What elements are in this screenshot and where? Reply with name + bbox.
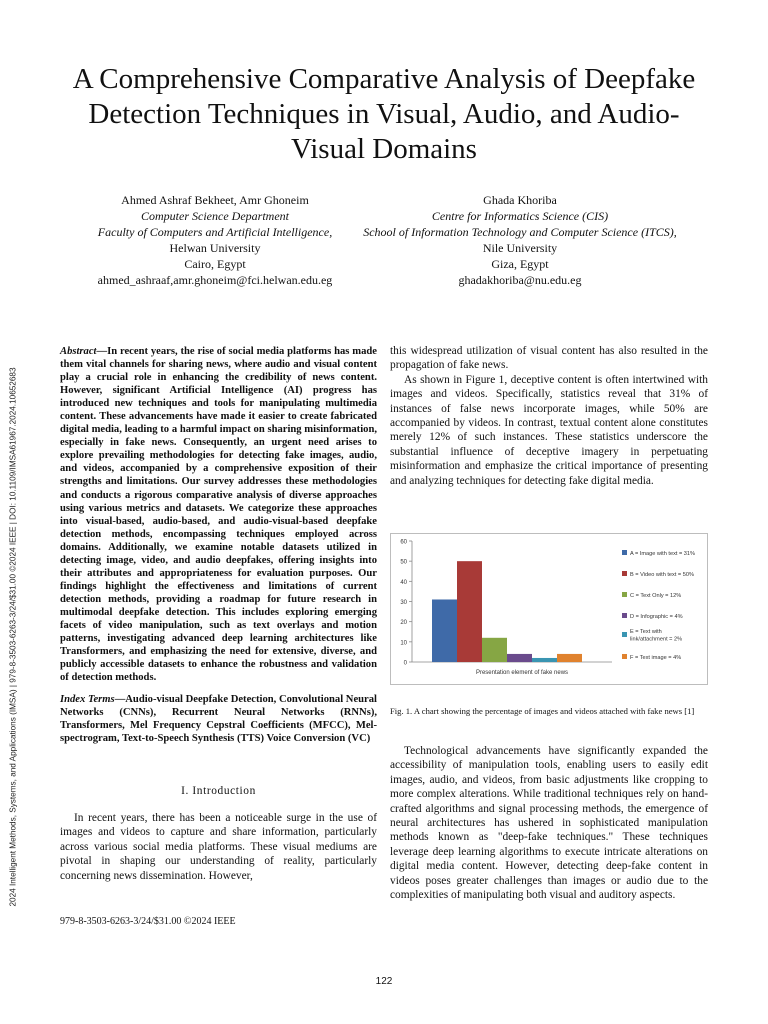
author-block-1 <box>50 192 380 288</box>
index-terms <box>60 693 377 745</box>
side-doi-text: 2024 Intelligent Methods, Systems, and Applications (IMSA) | 979-8-3503-6263-3/24/$31.00 ©2024 IEEE | DOI: 10.1109/IMSA61967.2024.10652683 <box>8 367 18 907</box>
bar <box>532 658 557 662</box>
author-email: ahmed_ashraaf,amr.ghoneim@fci.helwan.edu.eg <box>97 273 333 287</box>
section-heading-introduction: I. Introduction <box>181 785 256 797</box>
y-tick-label: 50 <box>400 559 407 566</box>
bar-chart <box>390 533 708 685</box>
author-department: Centre for Informatics Science (CIS) <box>431 209 609 223</box>
bar <box>432 599 457 662</box>
author-names: Ghada Khoriba <box>483 193 557 207</box>
index-terms-lead: Index Terms <box>60 694 115 705</box>
legend-swatch <box>622 613 627 618</box>
paper-title: A Comprehensive Comparative Analysis of Deepfake Detection Techniques in Visual, Audio, and Audio-Visual Domains <box>72 63 696 165</box>
legend-label: A = Image with text = 31% <box>630 551 695 557</box>
intro-paragraph: In recent years, there has been a noticeable surge in the use of images and videos to capture and share information, particularly across various social media platforms. These visual mediums are pivotal in shaping our understanding of reality, particularly concerning news dissemination. However, <box>60 812 377 882</box>
legend-swatch <box>622 571 627 576</box>
author-faculty: School of Information Technology and Computer Science (ITCS), <box>363 225 677 239</box>
legend-label: D = Infographic = 4% <box>630 614 683 620</box>
legend-label: B = Video with text = 50% <box>630 572 694 578</box>
legend-swatch <box>622 654 627 659</box>
paragraph: As shown in Figure 1, deceptive content is often intertwined with images and videos. Specifically, statistics reveal that 31% of instances of false news incorporate images, while 50% are accompanied by videos. In contrast, textual content alone constitutes merely 12% of such instances. These statistics underscore the substantial influence of deceptive imagery in perpetuating misinformation and emphasize the critical importance of presenting and analyzing techniques for detecting fake digital media. <box>390 373 708 487</box>
copyright-notice: 979-8-3503-6263-3/24/$31.00 ©2024 IEEE <box>60 916 236 927</box>
author-faculty: Faculty of Computers and Artificial Intelligence, <box>97 225 333 239</box>
right-column-bottom: Technological advancements have significantly expanded the accessibility of manipulation tools, enabling users to easily edit images, audio, and videos, from basic adjustments like cropping to more complex alterations. While traditional techniques rely on hand-crafted algorithms and signal processing methods, the emergence of neural architectures has ushered in sophisticated manipulation methods known as "deep-fake techniques." These techniques leverage deep learning algorithms to execute intricate alterations on digital media content. However, detecting deep-fake content in videos poses greater challenges than images or audio due to the complexities of manipulating both visual and auditory aspects. <box>390 745 708 902</box>
y-tick-label: 40 <box>400 579 407 586</box>
author-university: Helwan University <box>169 241 261 255</box>
y-tick-label: 20 <box>400 620 407 627</box>
index-terms-text: —Audio-visual Deepfake Detection, Convolutional Neural Networks (CNNs), Recurrent Neural Networks (RNNs), Transformers, Mel Frequency Cepstral Coefficients (MFCC), Mel-spectrogram, Text-to-Speech Synthesis (TTS) Voice Conversion (VC) <box>60 694 377 745</box>
legend-label: C = Text Only = 12% <box>630 593 682 599</box>
bar <box>457 561 482 662</box>
figure-caption: Fig. 1. A chart showing the percentage of images and videos attached with fake news [1] <box>390 706 695 716</box>
page-number: 122 <box>375 976 393 987</box>
legend-swatch <box>622 550 627 555</box>
bar <box>482 638 507 662</box>
right-column-top <box>390 344 708 488</box>
abstract-text: —In recent years, the rise of social media platforms has made them vital channels for sharing news, where audio and visual content play a crucial role in enhancing the credibility of news content. However, significant Artificial Intelligence (AI) progress has introduced new techniques and tools for manipulating multimedia content. These advancements have made it easier to create fabricated digital media, leading to a harmful impact on sharing misinformation, especially in fake news. Consequently, an urgent need arises to explore prevailing methodologies for detecting fake images, audio, and videos, accompanied by a comprehensive exposition of their strengths and limitations. Our survey addresses these methodologies and conducts a rigorous comparative analysis of diverse approaches using various metrics and datasets. We categorize these approaches into visual-based, audio-based, and audio-visual-based deepfake detection methods, encompassing techniques employed across domains. Additionally, we examine notable datasets utilized in detecting image, video, and audio deepfakes, offering insights into their attributes and appropriateness for evaluation purposes. Our findings highlight the effectiveness and limitations of current detection methods, providing a roadmap for future research in multimodal deepfake detection. This includes exploring emerging facets of video manipulation, such as text overlays and motion patterns, investigating advanced deep learning architectures like Transformers, and emphasizing the need for extensive, diverse, and publicly accessible datasets to enhance the robustness and validation of detection methods. <box>60 346 377 684</box>
author-university: Nile University <box>482 241 558 255</box>
y-tick-label: 30 <box>400 600 407 606</box>
author-names: Ahmed Ashraf Bekheet, Amr Ghoneim <box>121 193 309 207</box>
y-tick-label: 10 <box>400 640 407 647</box>
author-location: Giza, Egypt <box>491 257 549 271</box>
abstract-lead: Abstract <box>60 346 97 357</box>
side-doi-strip <box>6 322 20 952</box>
paragraph: this widespread utilization of visual content has also resulted in the propagation of fake news. <box>390 345 708 372</box>
bar <box>507 654 532 662</box>
y-tick-label: 60 <box>400 539 407 546</box>
legend-swatch <box>622 592 627 597</box>
author-location: Cairo, Egypt <box>184 257 246 271</box>
author-block-2 <box>340 192 700 288</box>
legend-label: F = Text image = 4% <box>630 655 682 661</box>
legend-label: E = Text with link/attachment = 2% <box>630 629 683 643</box>
abstract <box>60 345 377 684</box>
figure-1-chart <box>390 533 708 685</box>
y-tick-label: 0 <box>403 660 407 667</box>
x-axis-label: Presentation element of fake news <box>475 670 569 676</box>
legend-swatch <box>622 632 627 637</box>
author-email: ghadakhoriba@nu.edu.eg <box>458 273 582 287</box>
bar <box>557 654 582 662</box>
author-department: Computer Science Department <box>141 209 289 223</box>
